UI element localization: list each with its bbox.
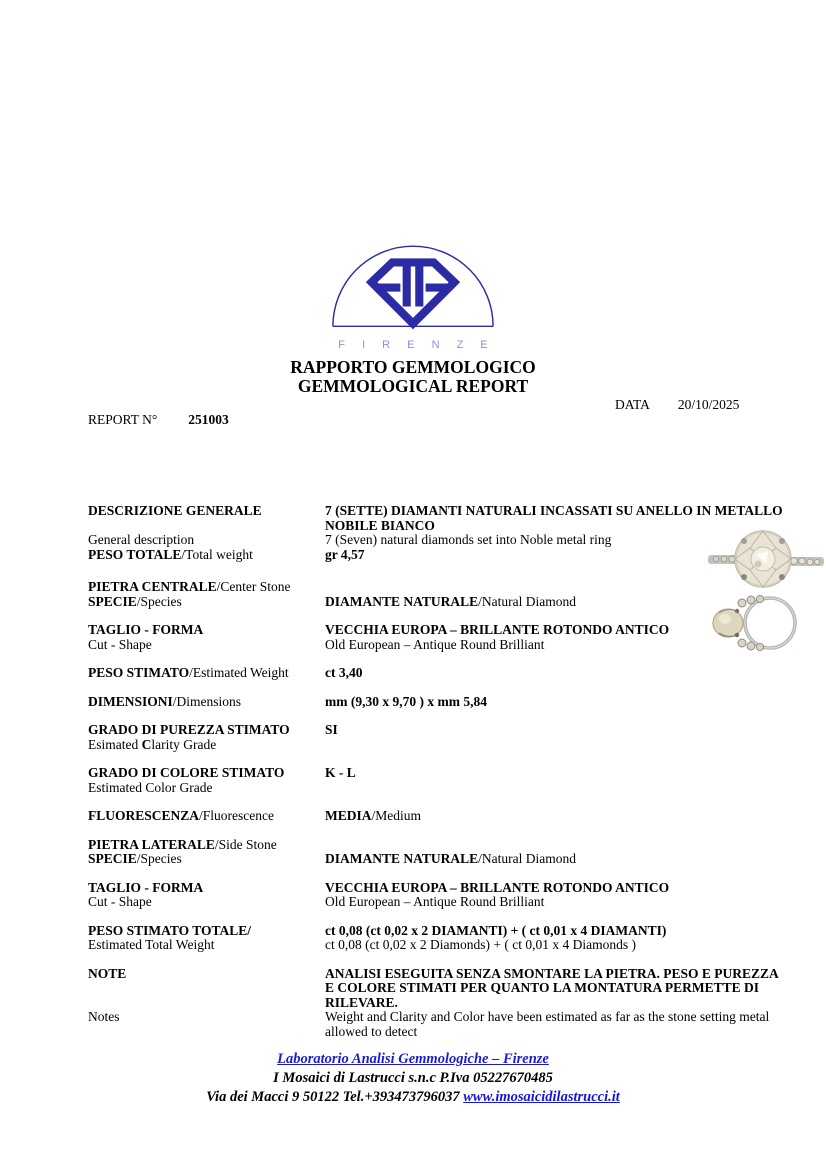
date-value: 20/10/2025: [677, 397, 740, 412]
date-label: DATA: [615, 397, 650, 412]
report-row: [88, 504, 783, 533]
report-row: [88, 623, 783, 638]
row-text-segment: MEDIA: [325, 808, 372, 823]
row-value: [325, 924, 783, 939]
row-value: [325, 666, 783, 681]
report-row: [88, 580, 783, 595]
row-label: [88, 666, 325, 681]
row-text-segment: NOTE: [88, 965, 127, 981]
row-label: [88, 638, 325, 653]
row-text-segment: DESCRIZIONE GENERALE: [88, 503, 262, 518]
report-number-line: [88, 412, 229, 428]
row-text-segment: SPECIE: [88, 593, 137, 609]
row-value: [325, 1010, 783, 1039]
report-row: [88, 924, 783, 939]
report-row: [88, 852, 783, 867]
row-text-segment: /Estimated Weight: [189, 665, 289, 680]
row-label: [88, 533, 325, 548]
row-text-segment: /Species: [136, 593, 182, 609]
report-row: [88, 595, 783, 610]
row-text-segment: TAGLIO - FORMA: [88, 622, 204, 637]
row-value: [325, 809, 783, 824]
report-row: [88, 895, 783, 910]
row-text-segment: SPECIE: [88, 851, 137, 866]
row-text-segment: Cut - Shape: [88, 636, 152, 652]
logo-city-label: F I R E N Z E: [338, 339, 495, 351]
row-text-segment: FLUORESCENZA: [88, 808, 200, 823]
footer-lab-name: Laboratorio Analisi Gemmologiche – Firenze: [277, 1051, 549, 1067]
row-text-segment: ct 0,08 (ct 0,02 x 2 Diamonds) + ( ct 0,01 x 4 Diamonds ): [325, 937, 636, 952]
date-line: [615, 397, 739, 413]
row-text-segment: DIAMANTE NATURALE: [325, 851, 479, 866]
row-label: [88, 623, 325, 638]
row-label: [88, 504, 325, 533]
row-value: [325, 938, 783, 953]
row-value: [325, 852, 783, 867]
row-label: [88, 723, 325, 738]
row-text-segment: mm (9,30 x 9,70 ) x mm 5,84: [325, 693, 487, 709]
report-row: [88, 809, 783, 824]
report-row: [88, 938, 783, 953]
report-row: [88, 666, 783, 681]
row-text-segment: Weight and Clarity and Color have been estimated as far as the stone setting metal allowed to detect: [325, 1009, 770, 1039]
report-row: [88, 638, 783, 653]
row-text-segment: PESO STIMATO: [88, 665, 190, 680]
footer-website-link[interactable]: www.imosaicidilastrucci.it: [463, 1089, 620, 1105]
footer: [0, 1050, 826, 1107]
row-text-segment: VECCHIA EUROPA – BRILLANTE ROTONDO ANTICO: [325, 622, 670, 637]
row-text-segment: DIAMANTE NATURALE: [325, 593, 479, 609]
footer-company-line: I Mosaici di Lastrucci s.n.c P.Iva 05227670485: [273, 1070, 553, 1086]
row-text-segment: GRADO DI PUREZZA STIMATO: [88, 722, 290, 737]
row-label: [88, 595, 325, 610]
ring-top-view-photo: [706, 526, 826, 592]
row-text-segment: Notes: [88, 1009, 120, 1024]
row-text-segment: /Medium: [371, 808, 421, 823]
ring-side-view-photo: [702, 593, 820, 653]
row-value: [325, 967, 783, 1011]
row-text-segment: PIETRA LATERALE: [88, 836, 215, 852]
row-text-segment: /Natural Diamond: [478, 593, 576, 609]
row-label: [88, 838, 325, 853]
row-text-segment: /Species: [136, 851, 182, 866]
row-label: [88, 967, 325, 1011]
row-text-segment: /Total weight: [181, 546, 253, 562]
row-label: [88, 781, 325, 796]
row-text-segment: /Center Stone: [216, 579, 291, 594]
report-row: [88, 723, 783, 738]
row-label: [88, 1010, 325, 1039]
gd-firenze-logo-icon: [323, 236, 503, 332]
row-value: [325, 881, 783, 896]
row-text-segment: Estimated Color Grade: [88, 779, 213, 795]
report-row: [88, 838, 783, 853]
row-value: [325, 738, 783, 753]
report-row: [88, 533, 783, 548]
row-value: [325, 781, 783, 796]
row-value: [325, 766, 783, 781]
report-row: [88, 967, 783, 1011]
row-text-segment: 7 (SETTE) DIAMANTI NATURALI INCASSATI SU ANELLO IN METALLO NOBILE BIANCO: [325, 503, 783, 533]
report-title-it: RAPPORTO GEMMOLOGICO: [290, 357, 536, 377]
row-value: [325, 723, 783, 738]
row-label: [88, 766, 325, 781]
footer-address-line: [0, 1088, 826, 1107]
report-row: [88, 1010, 783, 1039]
row-label: [88, 809, 325, 824]
row-value: [325, 695, 783, 710]
row-text-segment: Estimated Total Weight: [88, 937, 215, 952]
row-text-segment: ANALISI ESEGUITA SENZA SMONTARE LA PIETRA. PESO E PUREZZA E COLORE STIMATI PER QUANTO LA MONTATURA PERMETTE DI RILEVARE.: [325, 965, 778, 1010]
row-text-segment: PIETRA CENTRALE: [88, 579, 217, 594]
row-text-segment: K - L: [325, 765, 356, 780]
row-text-segment: ct 0,08 (ct 0,02 x 2 DIAMANTI) + ( ct 0,01 x 4 DIAMANTI): [325, 922, 667, 938]
report-title-en: GEMMOLOGICAL REPORT: [297, 376, 529, 396]
row-text-segment: /Natural Diamond: [478, 851, 576, 866]
row-text-segment: Cut - Shape: [88, 894, 152, 909]
row-text-segment: gr 4,57: [325, 546, 365, 562]
row-text-segment: /Dimensions: [172, 693, 242, 709]
row-label: [88, 548, 325, 563]
row-value: [325, 895, 783, 910]
row-text-segment: ct 3,40: [325, 665, 363, 680]
row-text-segment: 7 (Seven) natural diamonds set into Noble metal ring: [325, 532, 612, 547]
row-text-segment: C: [141, 736, 152, 752]
row-text-segment: General description: [88, 532, 195, 547]
row-text-segment: /Side Stone: [214, 836, 277, 852]
row-text-segment: /Fluorescence: [199, 808, 274, 823]
row-label: [88, 924, 325, 939]
header-block: [0, 236, 826, 396]
row-text-segment: Old European – Antique Round Brilliant: [325, 894, 545, 909]
row-text-segment: SI: [325, 722, 338, 737]
report-row: [88, 548, 783, 563]
row-label: [88, 738, 325, 753]
row-text-segment: Old European – Antique Round Brilliant: [325, 636, 545, 652]
row-label: [88, 695, 325, 710]
report-row: [88, 781, 783, 796]
row-text-segment: Esimated: [88, 736, 142, 752]
report-number-value: 251003: [188, 412, 229, 427]
report-rows: [88, 504, 783, 1039]
row-text-segment: larity Grade: [151, 736, 217, 752]
row-text-segment: PESO STIMATO TOTALE/: [88, 922, 252, 938]
row-label: [88, 895, 325, 910]
row-label: [88, 580, 325, 595]
row-value: [325, 838, 783, 853]
row-text-segment: PESO TOTALE: [88, 546, 182, 562]
row-text-segment: VECCHIA EUROPA – BRILLANTE ROTONDO ANTICO: [325, 879, 670, 895]
report-number-label: REPORT N°: [88, 412, 158, 427]
report-row: [88, 766, 783, 781]
footer-address-text: Via dei Macci 9 50122 Tel.+393473796037: [206, 1089, 464, 1105]
row-text-segment: TAGLIO - FORMA: [88, 879, 204, 895]
report-row: [88, 881, 783, 896]
report-row: [88, 695, 783, 710]
row-label: [88, 938, 325, 953]
row-text-segment: GRADO DI COLORE STIMATO: [88, 765, 285, 780]
row-label: [88, 881, 325, 896]
report-row: [88, 738, 783, 753]
row-label: [88, 852, 325, 867]
row-text-segment: DIMENSIONI: [88, 693, 173, 709]
